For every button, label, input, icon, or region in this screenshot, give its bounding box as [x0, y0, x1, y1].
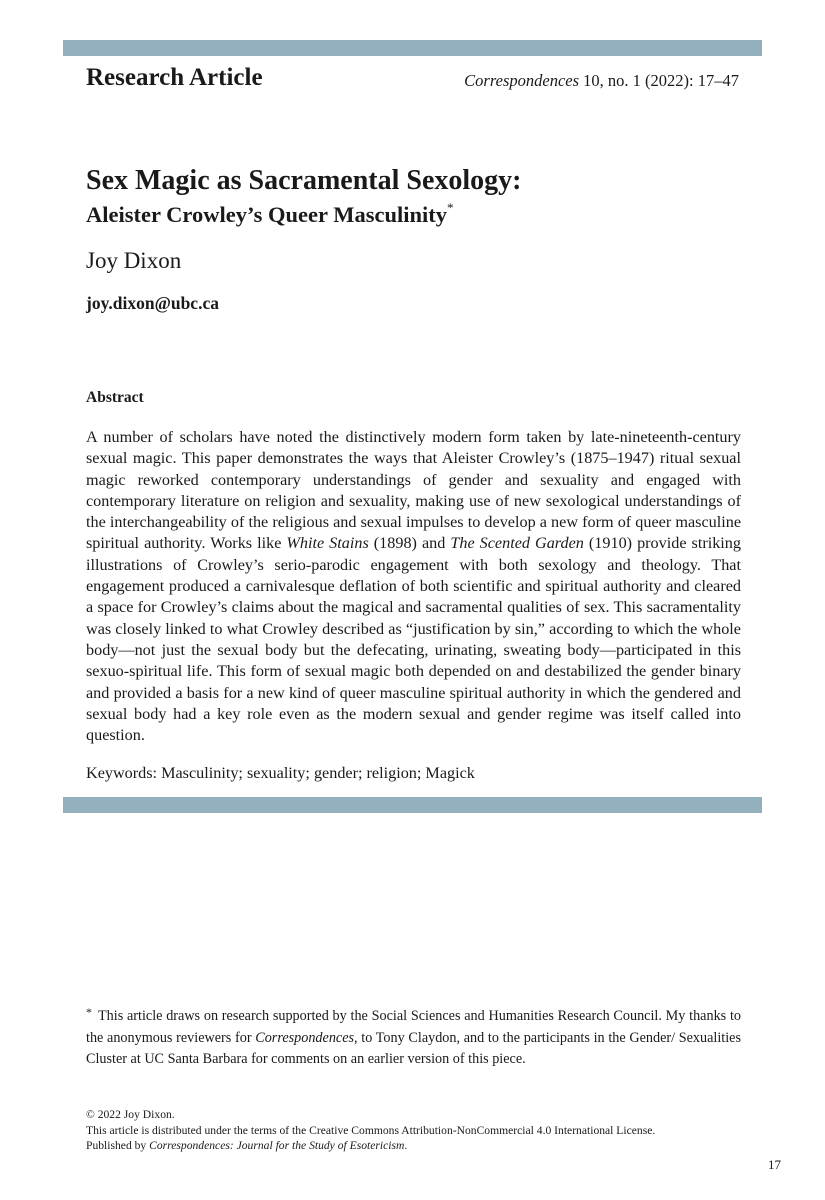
journal-name: Correspondences	[464, 71, 580, 90]
work-title: White Stains	[286, 534, 369, 553]
abstract-segment: (1910) provide striking illustrations of Crowley’s serio-parodic engagement with both sexology and theology. That engagement produced a carnivalesque deflation of both scientific and spiritual authority and cleared a space for Crowley’s claims about the magical and sacramental qualities of sex. This sacramentality was closely linked to what Crowley described as “justification by sin,” according to which the whole body—not just the sexual body but the defecating, urinating, sweating body—participated in this sexuo-spiritual life. This form of sexual magic both depended on and destabilized the gender binary and provided a basis for a new kind of queer masculine spiritual authority in which the gendered and sexual body had a key role even as the modern sexual and gender regime was itself called into question.	[86, 534, 741, 745]
keywords: Keywords: Masculinity; sexuality; gender; religion; Magick	[86, 764, 475, 782]
citation-details: 10, no. 1 (2022): 17–47	[579, 71, 739, 90]
abstract-rule	[63, 797, 762, 813]
footnote-segment: , to Tony Claydon, and to the participants in the Gender/ Sexualities Cluster at UC Santa Barbara for comments on an earlier version of this piece.	[86, 1029, 742, 1068]
publisher-suffix: .	[404, 1139, 408, 1152]
article-type-label: Research Article	[86, 64, 263, 91]
publisher-prefix: Published by	[86, 1139, 150, 1152]
abstract-heading: Abstract	[86, 389, 144, 406]
author-email[interactable]: joy.dixon@ubc.ca	[86, 293, 219, 313]
publisher-journal: Correspondences: Journal for the Study of Esotericism	[149, 1139, 405, 1152]
copyright-line: © 2022 Joy Dixon.	[86, 1108, 175, 1121]
footnote-marker[interactable]: *	[446, 200, 454, 215]
footnote	[86, 1002, 741, 1071]
page-number: 17	[768, 1157, 781, 1172]
work-title: The Scented Garden	[450, 534, 584, 553]
footnote-segment: This article draws on research supported by the Social Sciences and Humanities Research Council. My thanks to the anonymous reviewers for	[86, 1008, 741, 1046]
abstract-segment: A number of scholars have noted the distinctively modern form taken by late-nineteenth-century sexual magic. This paper demonstrates the ways that Aleister Crowley’s (1875–1947) ritual sexual magic reworked contemporary understandings of gender and sexuality and engaged with contemporary literature on religion and sexuality, making use of new sexological understandings of the interchangeability of the religious and sexual impulses to develop a new form of queer masculine spiritual authority. Works like	[86, 428, 741, 553]
license-block	[86, 1107, 655, 1154]
abstract-segment: (1898) and	[368, 534, 451, 553]
journal-citation	[464, 71, 739, 91]
abstract-text	[86, 427, 741, 746]
article-subtitle	[86, 200, 453, 228]
license-terms: This article is distributed under the terms of the Creative Commons Attribution-NonCommercial 4.0 International License.	[86, 1123, 656, 1137]
header-rule	[63, 40, 762, 56]
footnote-mark: *	[86, 1005, 92, 1019]
article-title: Sex Magic as Sacramental Sexology:	[86, 165, 522, 196]
author-name: Joy Dixon	[86, 248, 182, 273]
subtitle-text: Aleister Crowley’s Queer Masculinity	[86, 202, 447, 227]
journal-name: Correspondences	[255, 1029, 355, 1046]
publisher-line	[86, 1138, 655, 1154]
